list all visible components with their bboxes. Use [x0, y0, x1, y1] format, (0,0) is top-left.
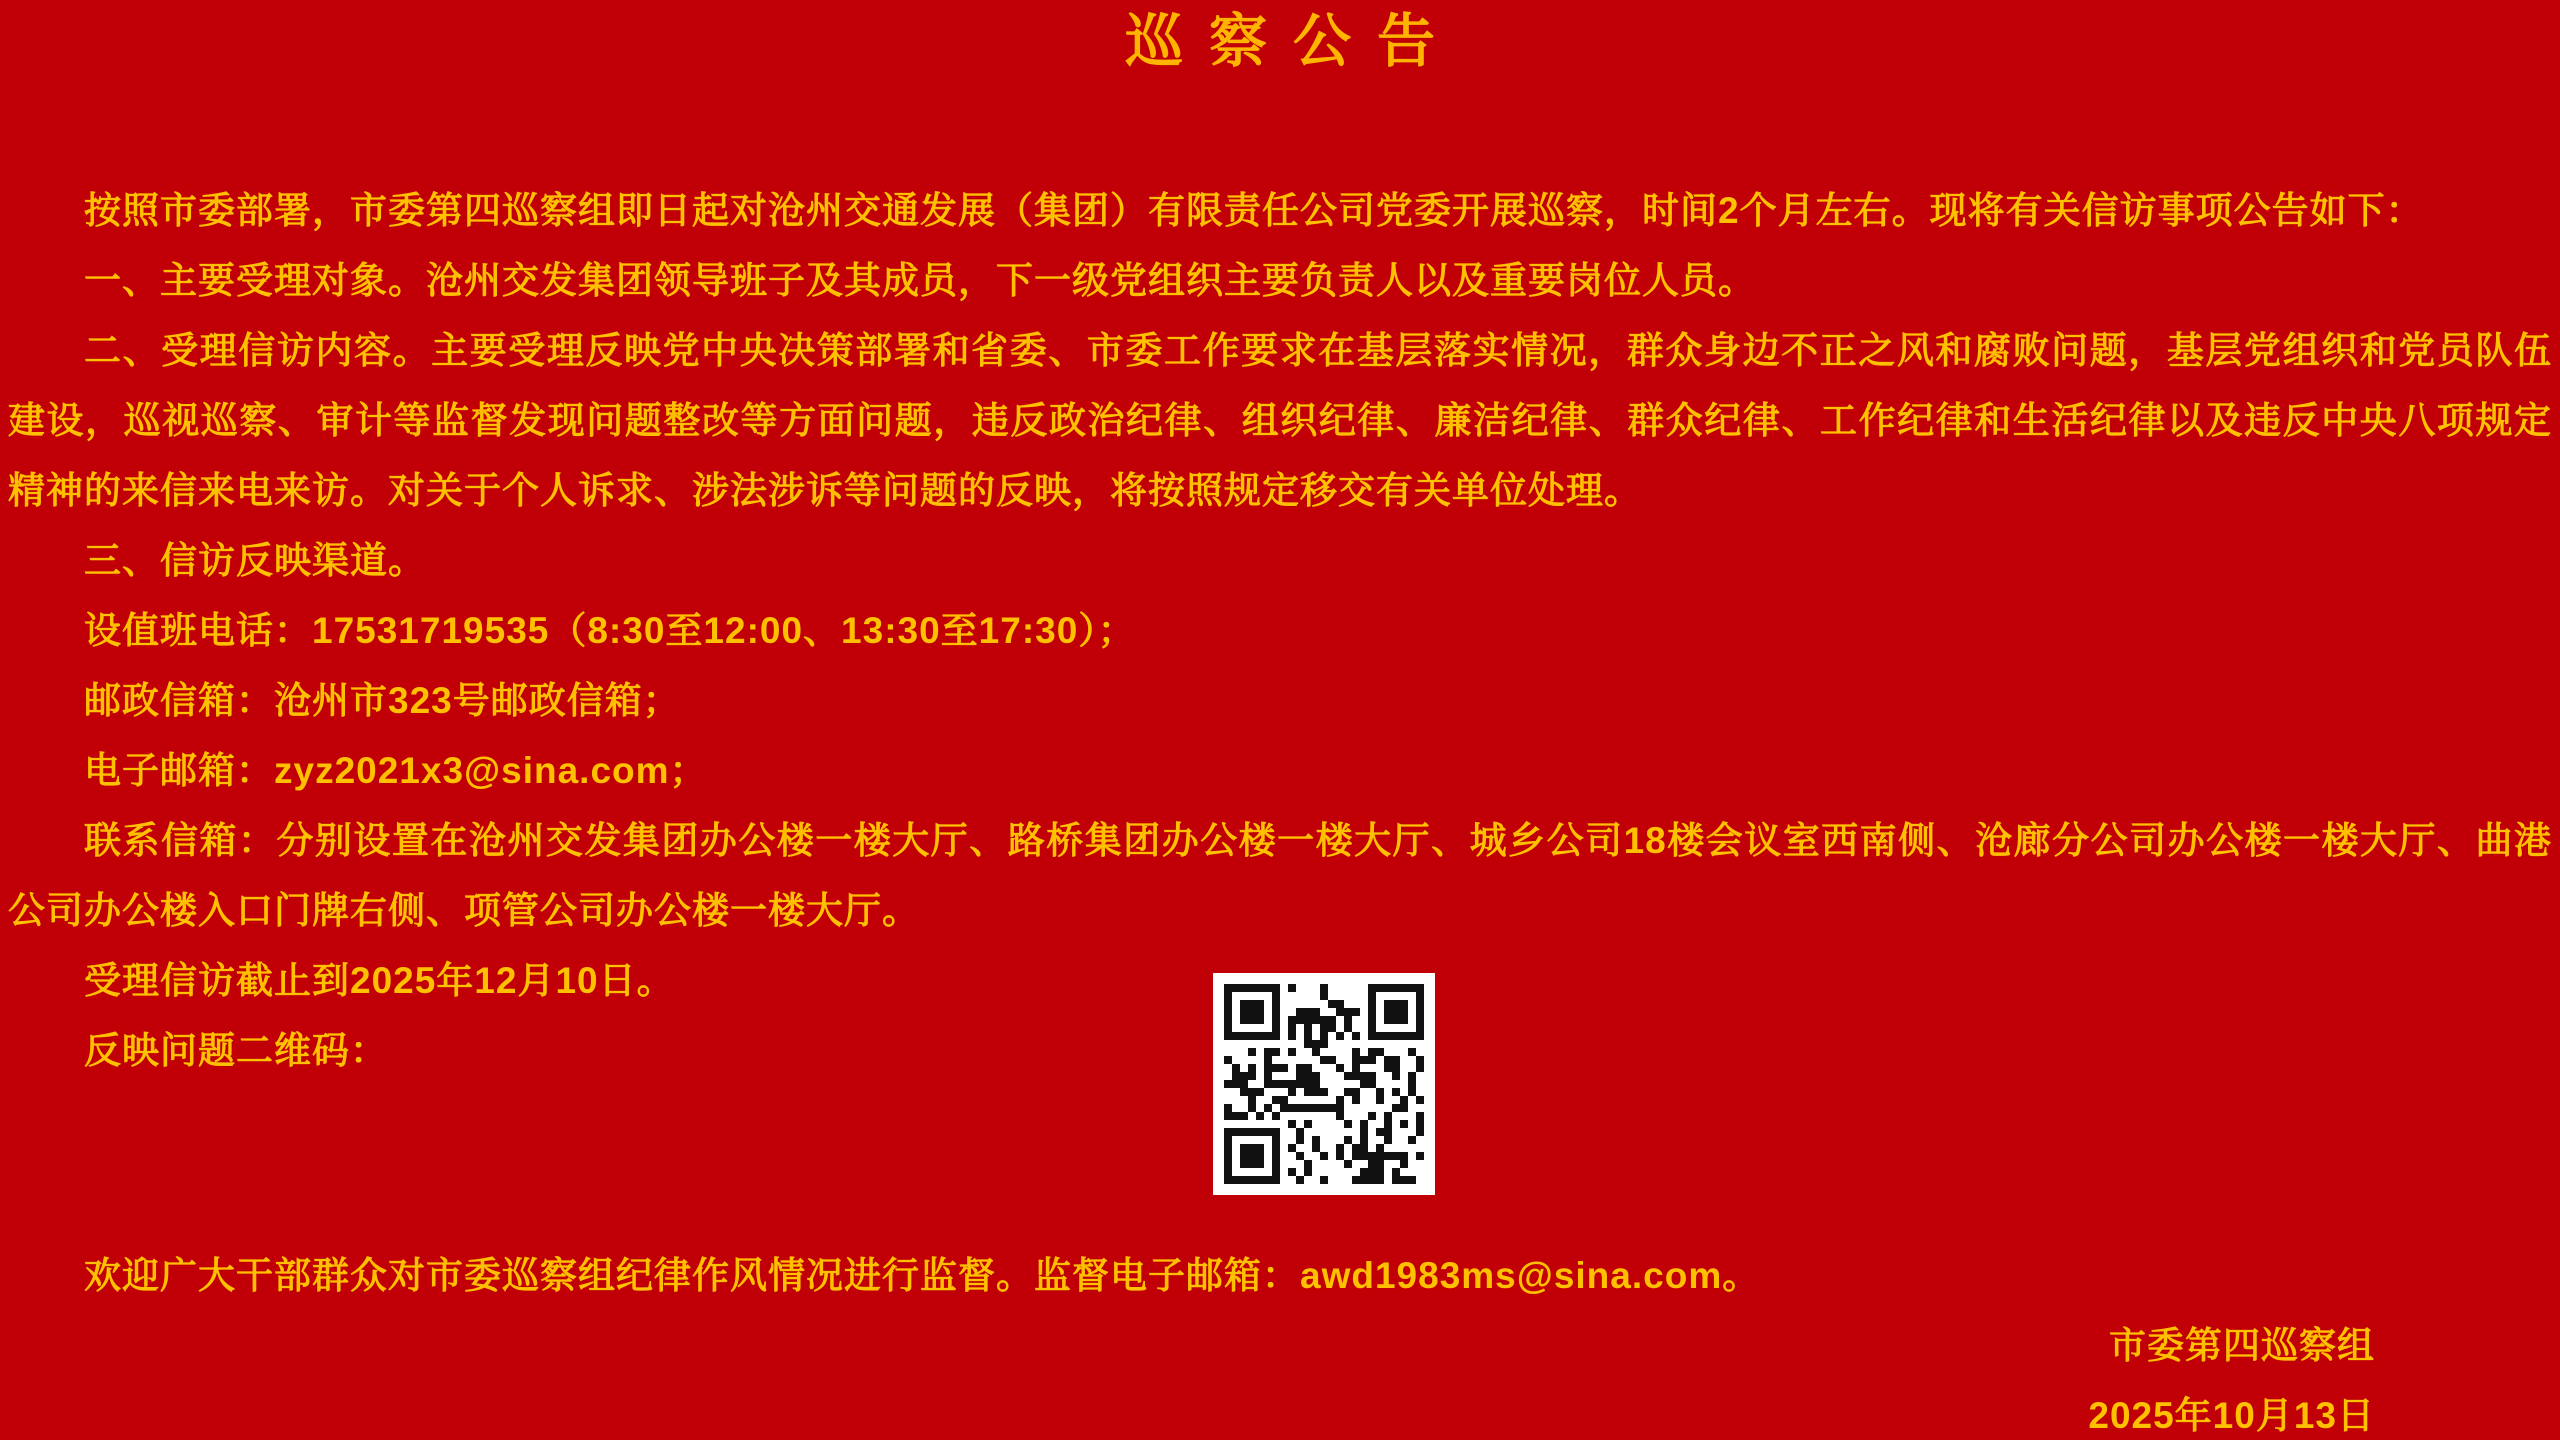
paragraph-list — [8, 176, 2552, 1086]
page-title: 巡察公告 — [1124, 9, 1461, 74]
paragraph: 电子邮箱：zyz2021x3@sina.com； — [84, 750, 708, 791]
signature-date: 2025年10月13日 — [2088, 1395, 2375, 1436]
signature-block — [0, 1311, 2375, 1440]
paragraph: 设值班电话：17531719535（8:30至12:00、13:30至17:30）； — [84, 610, 1136, 651]
paragraph: 按照市委部署，市委第四巡察组即日起对沧州交通发展（集团）有限责任公司党委开展巡察，时间2个月左右。现将有关信访事项公告如下： — [84, 190, 2424, 231]
paragraph: 反映问题二维码： — [84, 1030, 388, 1071]
supervision-note: 欢迎广大干部群众对市委巡察组纪律作风情况进行监督。监督电子邮箱：awd1983ms@sina.com。 — [84, 1255, 1761, 1296]
qr-code-image — [1224, 984, 1424, 1184]
paragraph: 邮政信箱：沧州市323号邮政信箱； — [84, 680, 681, 721]
paragraph: 三、信访反映渠道。 — [84, 540, 426, 581]
paragraph: 二、受理信访内容。主要受理反映党中央决策部署和省委、市委工作要求在基层落实情况，群众身边不正之风和腐败问题，基层党组织和党员队伍建设，巡视巡察、审计等监督发现问题整改等方面问题，违反政治纪律、组织纪律、廉洁纪律、群众纪律、工作纪律和生活纪律以及违反中央八项规定精神的来信来电来访。对关于个人诉求、涉法涉诉等问题的反映，将按照规定移交有关单位处理。 — [8, 330, 2552, 511]
paragraph: 一、主要受理对象。沧州交发集团领导班子及其成员，下一级党组织主要负责人以及重要岗位人员。 — [84, 260, 1756, 301]
paragraph: 联系信箱：分别设置在沧州交发集团办公楼一楼大厅、路桥集团办公楼一楼大厅、城乡公司18楼会议室西南侧、沧廊分公司办公楼一楼大厅、曲港公司办公楼入口门牌右侧、项管公司办公楼一楼大厅。 — [8, 820, 2552, 931]
paragraph: 受理信访截止到2025年12月10日。 — [84, 960, 675, 1001]
signature-org: 市委第四巡察组 — [2109, 1325, 2375, 1366]
qr-code — [1213, 973, 1435, 1195]
